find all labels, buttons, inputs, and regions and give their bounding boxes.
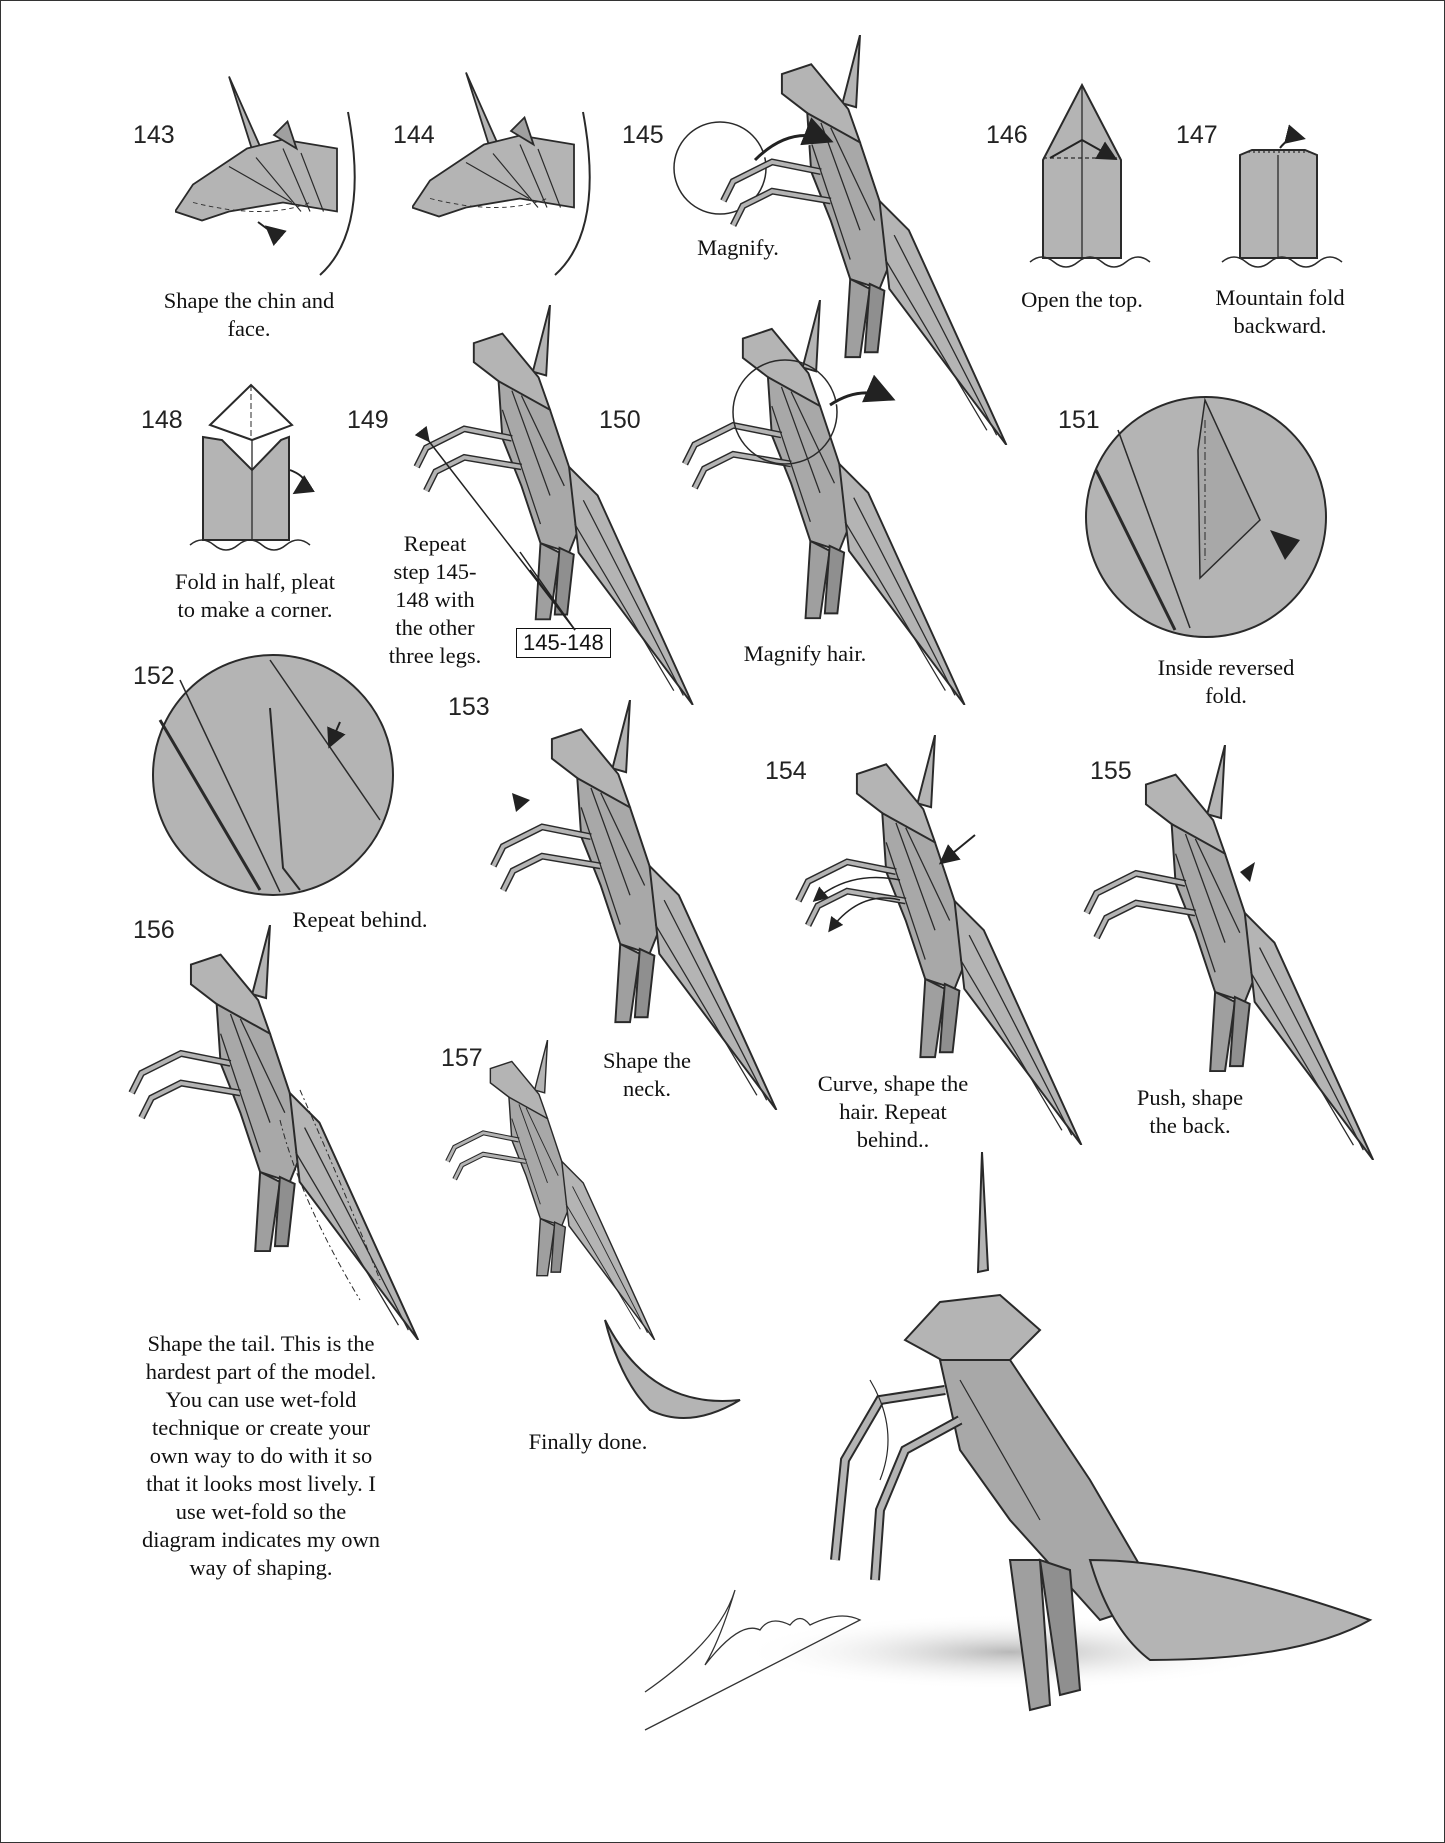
caption-154: Curve, shape the hair. Repeat behind..	[817, 1071, 969, 1152]
step-number-147: 147	[1176, 121, 1218, 149]
figure-147	[1222, 137, 1342, 267]
step-number-153: 153	[448, 693, 490, 721]
figure-143	[175, 77, 355, 276]
step-number-144: 144	[393, 121, 435, 149]
caption-145: Magnify.	[697, 235, 779, 260]
figure-151	[1086, 397, 1326, 637]
figure-152	[153, 655, 393, 895]
figure-148	[190, 385, 310, 550]
figure-150	[685, 300, 965, 705]
step-number-157: 157	[441, 1044, 483, 1072]
step-number-150: 150	[599, 406, 641, 434]
final-unicorn-model	[740, 1152, 1370, 1710]
figure-156	[132, 925, 419, 1340]
step-number-146: 146	[986, 121, 1028, 149]
caption-148: Fold in half, pleat to make a corner.	[175, 569, 335, 622]
repeat-steps-box: 145-148	[516, 628, 611, 658]
caption-155: Push, shape the back.	[1136, 1085, 1244, 1138]
step-number-155: 155	[1090, 757, 1132, 785]
caption-156: Shape the tail. This is the hardest part of the model. You can use wet-fold technique or create your own way to do with it so that it looks most lively. I use wet-fold so the diagram indicates my own way of shaping.	[141, 1331, 381, 1580]
caption-150: Magnify hair.	[743, 641, 867, 666]
step-number-152: 152	[133, 662, 175, 690]
caption-157: Finally done.	[528, 1429, 648, 1454]
figure-146	[1030, 85, 1150, 267]
step-number-149: 149	[347, 406, 389, 434]
figure-144	[412, 73, 590, 276]
figure-149	[417, 305, 693, 705]
figure-157	[448, 1040, 741, 1418]
figure-145	[674, 35, 1006, 445]
caption-146: Open the top.	[1021, 287, 1143, 312]
step-number-156: 156	[133, 916, 175, 944]
figure-153	[493, 700, 776, 1110]
figure-155	[1087, 745, 1374, 1160]
caption-153: Shape the neck.	[602, 1048, 692, 1101]
step-number-145: 145	[622, 121, 664, 149]
step-number-143: 143	[133, 121, 175, 149]
caption-149: Repeat step 145- 148 with the other three legs.	[388, 531, 482, 668]
figure-154	[798, 735, 1081, 1145]
step-number-148: 148	[141, 406, 183, 434]
step-number-151: 151	[1058, 406, 1100, 434]
caption-143: Shape the chin and face.	[163, 288, 335, 341]
step-number-154: 154	[765, 757, 807, 785]
caption-152: Repeat behind.	[292, 907, 428, 932]
caption-151: Inside reversed fold.	[1157, 655, 1295, 708]
caption-147: Mountain fold backward.	[1215, 285, 1345, 338]
